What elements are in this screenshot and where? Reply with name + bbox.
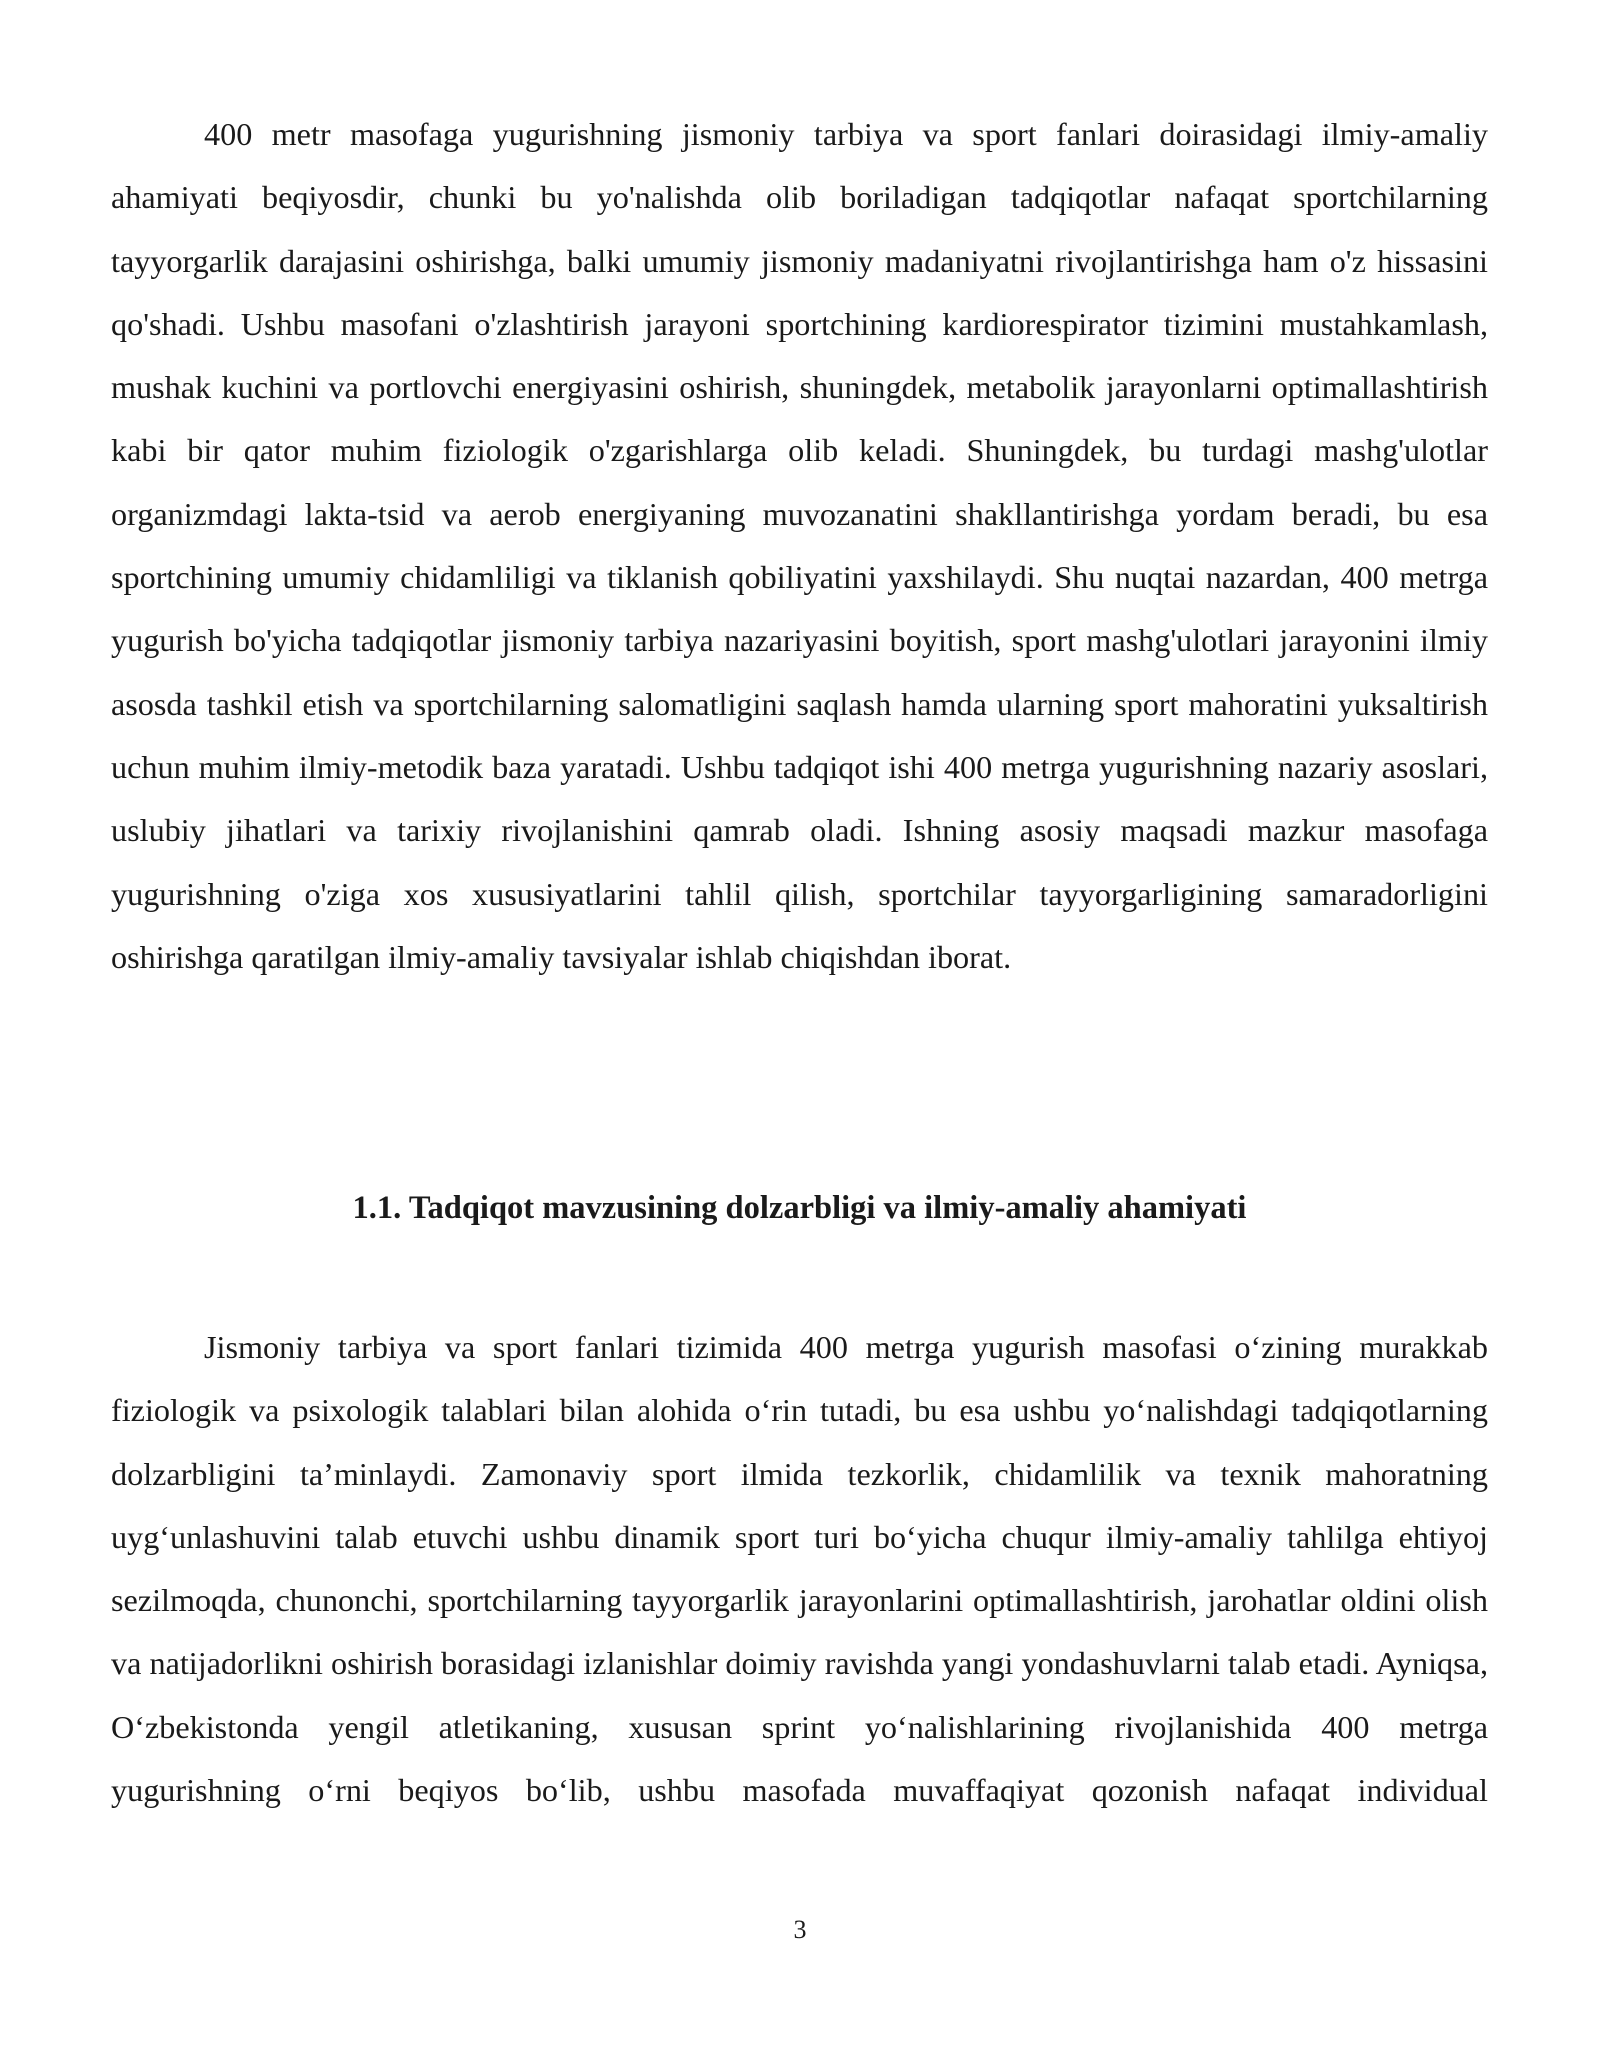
body-paragraph: Jismoniy tarbiya va sport fanlari tizimida 400 metrga yugurish masofasi oʻzining murakkab fiziologik va psixologik talablari bilan alohida oʻrin tutadi, bu esa ushbu yoʻnalishdagi tadqiqotlarning dolzarbligini taʼminlaydi. Zamonaviy sport ilmida tezkorlik, chidamlilik va texnik mahoratning uygʻunlashuvini talab etuvchi ushbu dinamik sport turi boʻyicha chuqur ilmiy-amaliy tahlilga ehtiyoj sezilmoqda, chunonchi, sportchilarning tayyorgarlik jarayonlarini optimallashtirish, jarohatlar oldini olish va natijadorlikni oshirish borasidagi izlanishlar doimiy ravishda yangi yondashuvlarni talab etadi. Ayniqsa, Oʻzbekistonda yengil atletikaning, xususan sprint yoʻnalishlarining rivojlanishida 400 metrga yugurishning oʻrni beqiyos boʻlib, ushbu masofada muvaffaqiyat qozonish nafaqat individual [111,1329,1488,1809]
section-heading: 1.1. Tadqiqot mavzusining dolzarbligi va ilmiy-amaliy ahamiyati [352,1190,1247,1226]
body-paragraph: 400 metr masofaga yugurishning jismoniy tarbiya va sport fanlari doirasidagi ilmiy-amaliy ahamiyati beqiyosdir, chunki bu yo'nalishda olib boriladigan tadqiqotlar nafaqat sportchilarning tayyorgarlik darajasini oshirishga, balki umumiy jismoniy madaniyatni rivojlantirishga ham o'z hissasini qo'shadi. Ushbu masofani o'zlashtirish jarayoni sportchining kardiorespirator tizimini mustahkamlash, mushak kuchini va portlovchi energiyasini oshirish, shuningdek, metabolik jarayonlarni optimallashtirish kabi bir qator muhim fiziologik o'zgarishlarga olib keladi. Shuningdek, bu turdagi mashg'ulotlar organizmdagi lakta-tsid va aerob energiyaning muvozanatini shakllantirishga yordam beradi, bu esa sportchining umumiy chidamliligi va tiklanish qobiliyatini yaxshilaydi. Shu nuqtai nazardan, 400 metrga yugurish bo'yicha tadqiqotlar jismoniy tarbiya nazariyasini boyitish, sport mashg'ulotlari jarayonini ilmiy asosda tashkil etish va sportchilarning salomatligini saqlash hamda ularning sport mahoratini yuksaltirish uchun muhim ilmiy-metodik baza yaratadi. Ushbu tadqiqot ishi 400 metrga yugurishning nazariy asoslari, uslubiy jihatlari va tarixiy rivojlanishini qamrab oladi. Ishning asosiy maqsadi mazkur masofaga yugurishning o'ziga xos xususiyatlarini tahlil qilish, sportchilar tayyorgarligining samaradorligini oshirishga qaratilgan ilmiy-amaliy tavsiyalar ishlab chiqishdan iborat. [111,116,1488,975]
page-number: 3 [793,1915,807,1944]
